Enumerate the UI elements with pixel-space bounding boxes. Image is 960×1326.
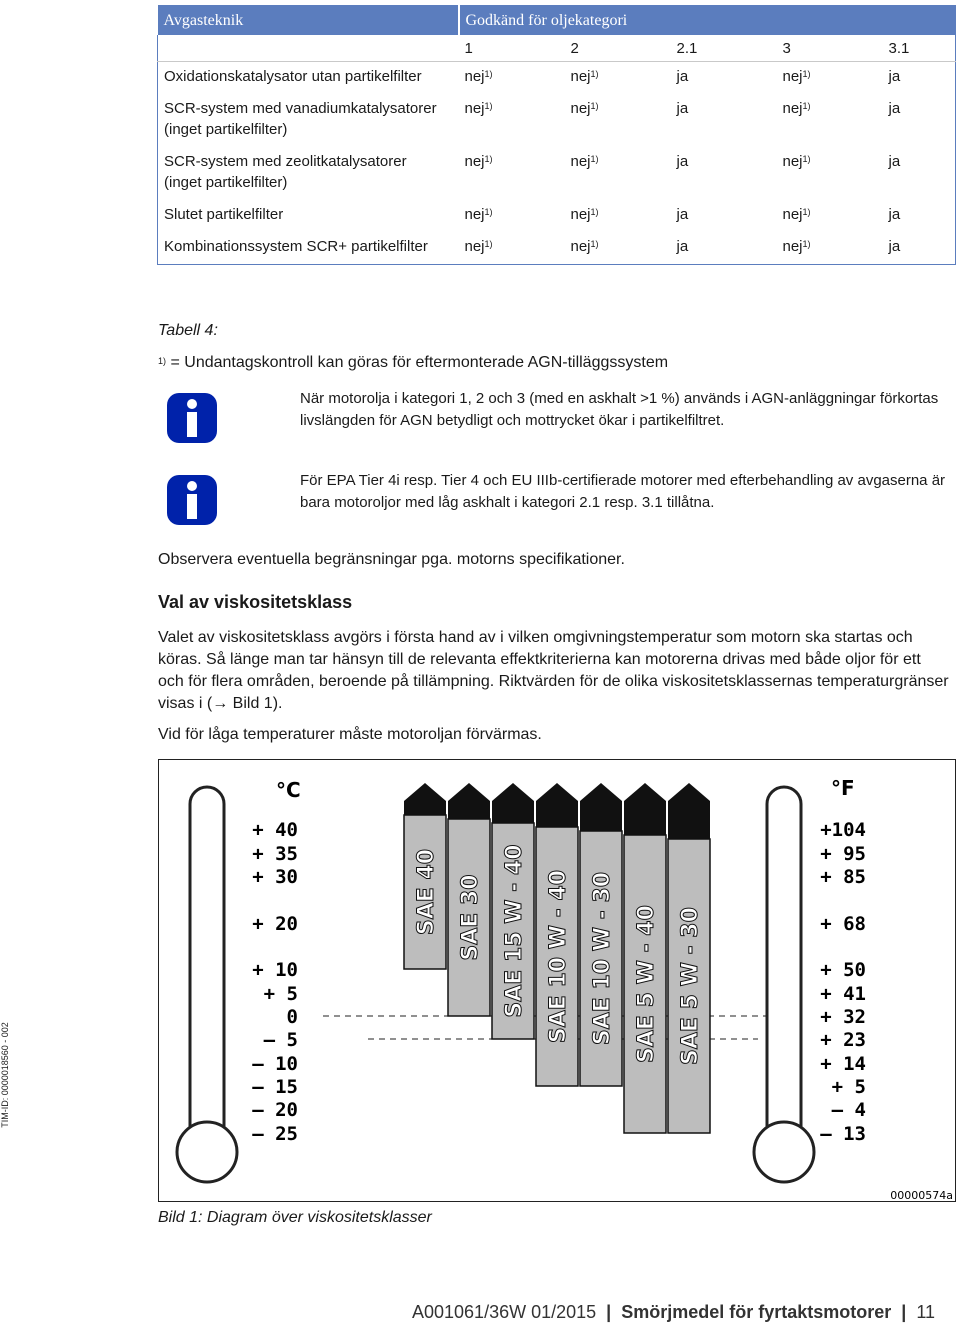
celsius-tick: – 15: [252, 1076, 298, 1098]
cell-footnote: 1): [590, 239, 599, 249]
fahrenheit-tick: + 85: [820, 866, 866, 888]
bar-cap: [536, 801, 578, 827]
fahrenheit-tick: + 5: [831, 1076, 866, 1098]
info-text-agn: När motorolja i kategori 1, 2 och 3 (med en askhalt >1 %) används i AGN-anläggningar förkortas livslängden för AGN betydligt och mottrycket ökar i partikelfiltret.: [300, 390, 939, 429]
cell-text: nej: [782, 206, 803, 223]
bar-cap: [624, 801, 666, 835]
fahrenheit-tick: + 41: [820, 983, 866, 1005]
grade-label: SAE 30: [458, 874, 483, 961]
bar-cap: [404, 801, 446, 815]
category-header: 3.1: [883, 35, 956, 62]
cell-value: [671, 94, 777, 147]
grade-label: SAE 5 W - 30: [678, 907, 703, 1065]
table-header-exhaust: Avgasteknik: [158, 5, 459, 35]
row-label: Slutet partikelfilter: [158, 200, 459, 232]
cell-value: [777, 232, 883, 265]
cell-text: ja: [888, 153, 901, 170]
cell-text: ja: [676, 100, 689, 117]
cell-footnote: 1): [484, 101, 493, 111]
celsius-tick: – 25: [252, 1123, 298, 1145]
fahrenheit-tick: + 50: [820, 959, 866, 981]
cell-value: [777, 200, 883, 232]
cell-value: [459, 232, 565, 265]
table-row: [158, 94, 956, 147]
bar-cap: [668, 801, 710, 839]
info-text-tier4: För EPA Tier 4i resp. Tier 4 och EU IIIb-certifierade motorer med efterbehandling av avgaserna är bara motoroljor med låg askhalt i kategori 2.1 resp. 3.1 tillåtna.: [300, 472, 946, 511]
grade-bar: [580, 783, 622, 1086]
cell-text: ja: [888, 100, 901, 117]
row-label: SCR-system med zeolitkatalysatorer (inget partikelfilter): [158, 147, 459, 200]
grade-label: SAE 5 W - 40: [634, 905, 659, 1063]
unit-fahrenheit: °F: [831, 776, 855, 800]
table-header-category: Godkänd för oljekategori: [459, 5, 956, 35]
cell-text: ja: [676, 68, 689, 85]
celsius-tick: – 20: [252, 1099, 298, 1121]
cell-text: nej: [570, 68, 591, 85]
cell-value: [777, 62, 883, 95]
category-header: 3: [777, 35, 883, 62]
table-row: [158, 232, 956, 265]
cell-value: [671, 200, 777, 232]
cell-footnote: 1): [802, 154, 811, 164]
bar-cap: [492, 801, 534, 823]
cell-value: [459, 94, 565, 147]
cell-footnote: 1): [802, 239, 811, 249]
cell-text: ja: [888, 68, 901, 85]
cell-value: [565, 62, 671, 95]
cell-text: nej: [782, 68, 803, 85]
cell-text: nej: [570, 100, 591, 117]
category-header: 2: [565, 35, 671, 62]
cell-value: [565, 94, 671, 147]
grade-label: SAE 10 W - 30: [590, 871, 615, 1046]
cell-text: nej: [570, 153, 591, 170]
cell-footnote: 1): [590, 207, 599, 217]
cell-value: [459, 62, 565, 95]
figure-code: 00000574a: [890, 1189, 953, 1202]
cell-value: [565, 147, 671, 200]
celsius-tick: + 5: [263, 983, 298, 1005]
cell-value: [459, 200, 565, 232]
cell-text: nej: [464, 100, 485, 117]
bar-cap: [580, 801, 622, 831]
cell-value: [565, 200, 671, 232]
cell-text: nej: [570, 238, 591, 255]
cell-value: [883, 232, 956, 265]
row-label: Kombinationssystem SCR+ partikelfilter: [158, 232, 459, 265]
celsius-tick: + 35: [252, 843, 298, 865]
cell-text: ja: [676, 206, 689, 223]
grade-bar: [624, 783, 666, 1133]
footnote-mark: 1): [158, 356, 167, 366]
grade-bar: [492, 783, 534, 1039]
cell-footnote: 1): [802, 101, 811, 111]
grade-bar: [536, 783, 578, 1086]
cell-value: [459, 147, 565, 200]
fahrenheit-tick: + 23: [820, 1029, 866, 1051]
footer-page: 11: [916, 1302, 936, 1322]
fahrenheit-tick: +104: [820, 819, 866, 841]
unit-celsius: °C: [276, 778, 301, 802]
grade-bar: [668, 783, 710, 1133]
bar-cap: [448, 801, 490, 819]
cell-value: [883, 94, 956, 147]
note-text: Observera eventuella begränsningar pga. motorns specifikationer.: [158, 551, 625, 568]
grade-bar: [448, 783, 490, 1016]
footer-doc: A001061/36W 01/2015: [412, 1302, 597, 1322]
viscosity-diagram: [158, 759, 956, 1202]
cell-value: [777, 94, 883, 147]
celsius-tick: + 10: [252, 959, 298, 981]
table-blank-cell: [158, 35, 459, 62]
row-label: Oxidationskatalysator utan partikelfilter: [158, 62, 459, 95]
paragraph-preheat: Vid för låga temperaturer måste motoroljan förvärmas.: [158, 726, 542, 743]
info-icon: [167, 475, 217, 525]
table-row: [158, 200, 956, 232]
category-header: 2.1: [671, 35, 777, 62]
fahrenheit-tick: – 4: [831, 1099, 866, 1121]
cell-footnote: 1): [590, 69, 599, 79]
grade-bar: [404, 783, 446, 969]
table-row: [158, 147, 956, 200]
celsius-tick: 0: [286, 1006, 298, 1028]
cell-value: [883, 62, 956, 95]
grade-label: SAE 40: [414, 848, 439, 936]
cell-text: nej: [570, 206, 591, 223]
cell-text: nej: [464, 68, 485, 85]
footnote-text: = Undantagskontroll kan göras för eftermonterade AGN-tilläggssystem: [170, 354, 669, 371]
row-label: SCR-system med vanadiumkatalysatorer (inget partikelfilter): [158, 94, 459, 147]
celsius-tick: – 10: [252, 1053, 298, 1075]
grade-label: SAE 10 W - 40: [546, 869, 571, 1044]
info-icon: [167, 393, 217, 443]
fahrenheit-tick: + 68: [820, 913, 866, 935]
figure-caption: Bild 1: Diagram över viskositetsklasser: [158, 1209, 432, 1226]
cell-footnote: 1): [484, 154, 493, 164]
cell-footnote: 1): [802, 69, 811, 79]
cell-text: nej: [464, 206, 485, 223]
cell-footnote: 1): [590, 101, 599, 111]
fahrenheit-tick: + 32: [820, 1006, 866, 1028]
cell-value: [671, 62, 777, 95]
celsius-tick: + 40: [252, 819, 298, 841]
cell-text: ja: [888, 238, 901, 255]
table-caption: Tabell 4:: [158, 322, 218, 339]
cell-text: ja: [676, 238, 689, 255]
page-footer: A001061/36W 01/2015 | Smörjmedel för fyrtaktsmotorer | 11: [412, 1302, 936, 1322]
footer-title: Smörjmedel för fyrtaktsmotorer: [621, 1302, 892, 1322]
cell-footnote: 1): [484, 239, 493, 249]
celsius-tick: – 5: [263, 1029, 298, 1051]
cell-footnote: 1): [590, 154, 599, 164]
grade-label: SAE 15 W - 40: [502, 844, 527, 1018]
cell-text: ja: [676, 153, 689, 170]
fahrenheit-tick: – 13: [820, 1123, 866, 1145]
oil-category-table: [157, 5, 956, 265]
table-row: [158, 62, 956, 95]
cell-footnote: 1): [484, 69, 493, 79]
cell-footnote: 1): [484, 207, 493, 217]
cell-text: nej: [782, 238, 803, 255]
cell-text: nej: [782, 153, 803, 170]
cell-text: ja: [888, 206, 901, 223]
cell-value: [883, 200, 956, 232]
cell-text: nej: [464, 238, 485, 255]
section-heading: Val av viskositetsklass: [158, 592, 353, 612]
cell-value: [671, 147, 777, 200]
cell-text: nej: [464, 153, 485, 170]
cell-footnote: 1): [802, 207, 811, 217]
celsius-tick: + 20: [252, 913, 298, 935]
side-code: TIM-ID: 0000018560 - 002: [0, 1022, 10, 1128]
celsius-tick: + 30: [252, 866, 298, 888]
cell-value: [671, 232, 777, 265]
fahrenheit-tick: + 95: [820, 843, 866, 865]
cell-text: nej: [782, 100, 803, 117]
cell-value: [777, 147, 883, 200]
cell-value: [565, 232, 671, 265]
fahrenheit-tick: + 14: [820, 1053, 866, 1075]
paragraph-viscosity: Valet av viskositetsklass avgörs i första hand av i vilken omgivningstemperatur som motorn ska startas och köras. Så länge man tar hänsyn till de relevanta effektkriterierna kan motorerna drivas med både oljor för ett och för flera områden, beroende på tillämpning. Riktvärden för de olika viskositetsklassernas temperaturgränser visas i (→ Bild 1).: [158, 629, 949, 712]
footnote: [158, 352, 668, 374]
cell-value: [883, 147, 956, 200]
category-header: 1: [459, 35, 565, 62]
